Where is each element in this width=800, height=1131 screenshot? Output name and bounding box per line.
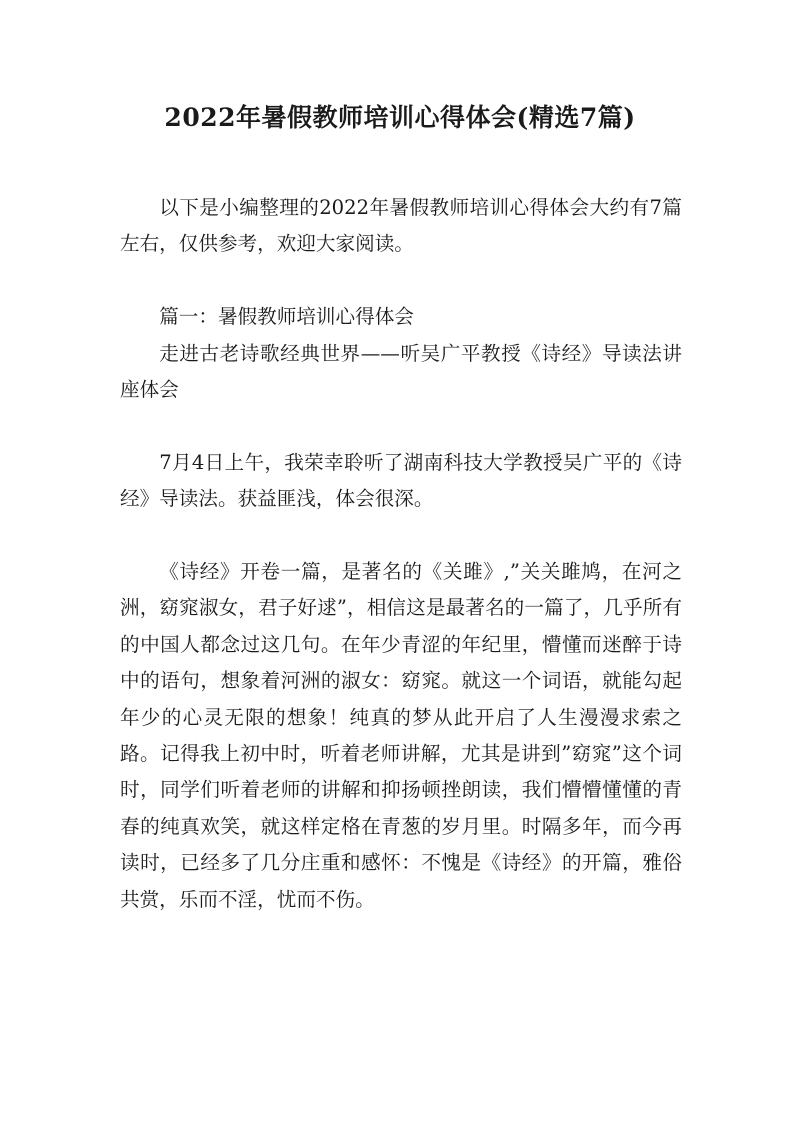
- chapter-label: 篇一：暑假教师培训心得体会: [159, 305, 414, 329]
- chapter-subtitle: 走进古老诗歌经典世界——听吴广平教授《诗经》导读法讲座体会: [120, 341, 682, 402]
- document-title: 2022年暑假教师培训心得体会(精选7篇): [164, 103, 636, 132]
- intro-paragraph: 以下是小编整理的2022年暑假教师培训心得体会大约有7篇左右，仅供参考，欢迎大家阅读。: [120, 196, 682, 256]
- paragraph-gap: [120, 263, 682, 299]
- body-paragraph-1: 7月4日上午，我荣幸聆听了湖南科技大学教授吴广平的《诗经》导读法。获益匪浅，体会很深。: [120, 450, 682, 511]
- document-body: [120, 190, 682, 918]
- body-paragraph-2: 《诗经》开卷一篇，是著名的《关雎》,”关关雎鸠，在河之洲，窈窕淑女，君子好逑”，相信这是最著名的一篇了，几乎所有的中国人都念过这几句。在年少青涩的年纪里，懵懂而迷醉于诗中的语句，想象着河洲的淑女：窈窕。就这一个词语，就能勾起年少的心灵无限的想象！纯真的梦从此开启了人生漫漫求索之路。记得我上初中时，听着老师讲解，尤其是讲到”窈窕”这个词时，同学们听着老师的讲解和抑扬顿挫朗读，我们懵懵懂懂的青春的纯真欢笑，就这样定格在青葱的岁月里。时隔多年，而今再读时，已经多了几分庄重和感怀：不愧是《诗经》的开篇，雅俗共赏，乐而不淫，忧而不伤。: [120, 560, 682, 911]
- paragraph-gap: [120, 518, 682, 554]
- paragraph-gap: [120, 408, 682, 444]
